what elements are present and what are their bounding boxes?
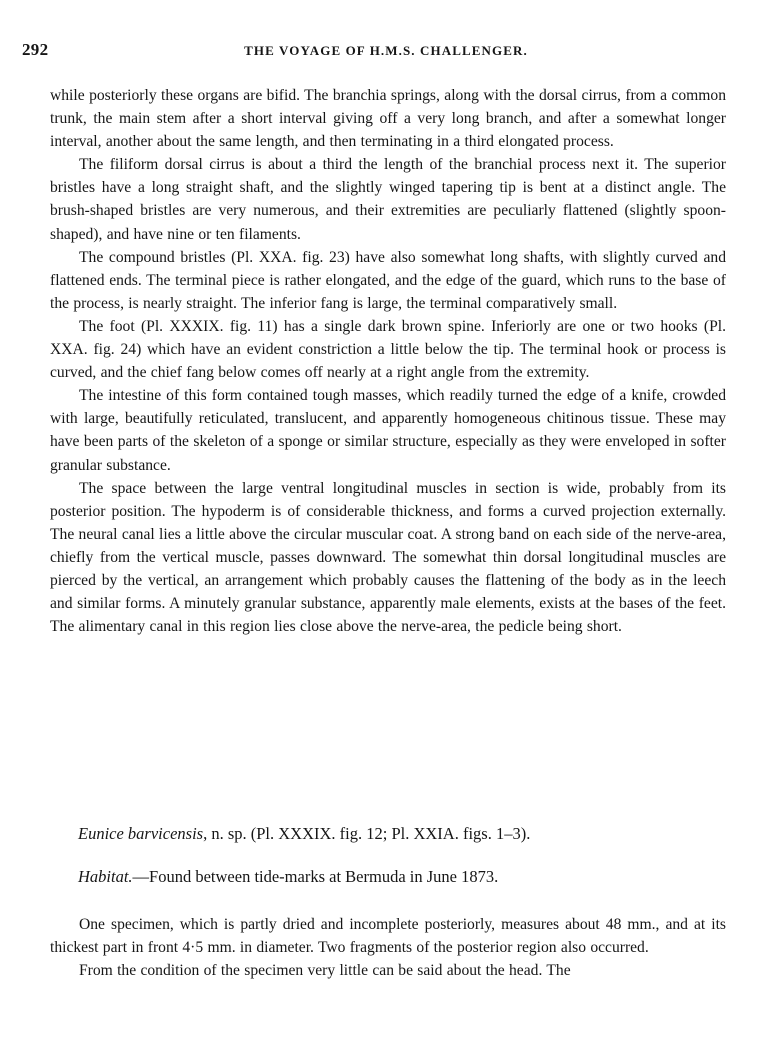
paragraph-specimen: One specimen, which is partly dried and incomplete posteriorly, measures about 48 mm., and at its thickest part in front 4·5 mm. in diameter. Two fragments of the posterior region also occurred. — [50, 916, 726, 957]
page-number: 292 — [22, 40, 49, 59]
habitat-line — [78, 867, 498, 887]
paragraph-compound-bristles: The compound bristles (Pl. XXA. fig. 23) have also somewhat long shafts, with slightly curved and flattened ends. The terminal piece is rather elongated, and the edge of the guard, which runs to the base of the process, is nearly straight. The inferior fang is large, the terminal comparatively small. — [50, 248, 726, 312]
page-header — [22, 40, 750, 64]
species-reference: , n. sp. (Pl. XXXIX. fig. 12; Pl. XXIA. figs. 1–3). — [203, 824, 531, 843]
paragraph-branchia: while posteriorly these organs are bifid. The branchia springs, along with the dorsal cirrus, from a common trunk, the main stem after a short interval giving off a very long branch, and after a somewhat longer interval, another about the same length, and then terminating in a third elongated process. — [50, 87, 726, 151]
running-head: THE VOYAGE OF H.M.S. CHALLENGER. — [244, 43, 528, 58]
habitat-label: Habitat. — [78, 867, 133, 886]
paragraph-head: From the condition of the specimen very little can be said about the head. The — [79, 962, 571, 980]
species-name: Eunice barvicensis — [78, 824, 204, 843]
species-heading — [78, 824, 530, 844]
habitat-text: —Found between tide-marks at Bermuda in June 1873. — [132, 867, 499, 886]
body-text-continued — [50, 913, 726, 982]
paragraph-dorsal-cirrus: The filiform dorsal cirrus is about a third the length of the branchial process next it. The superior bristles have a long straight shaft, and the slightly winged tapering tip is bent at a distinct angle. The brush-shaped bristles are very numerous, and their extremities are peculiarly flattened (slightly spoon-shaped), and have nine or ten filaments. — [50, 156, 726, 243]
body-text — [50, 84, 726, 638]
paragraph-intestine: The intestine of this form contained tough masses, which readily turned the edge of a knife, crowded with large, beautifully reticulated, translucent, and apparently homogeneous chitinous tissue. These may have been parts of the skeleton of a sponge or similar structure, especially as they were enveloped in softer granular substance. — [50, 387, 726, 474]
paragraph-section-anatomy: The space between the large ventral longitudinal muscles in section is wide, probably from its posterior position. The hypoderm is of considerable thickness, and forms a curved projection externally. The neural canal lies a little above the circular muscular coat. A strong band on each side of the nerve-area, chiefly from the vertical muscle, passes downward. The somewhat thin dorsal longitudinal muscles are pierced by the vertical, an arrangement which probably causes the flattening of the body as in the leech and similar forms. A minutely granular substance, apparently male elements, exists at the bases of the feet. The alimentary canal in this region lies close above the nerve-area, the pedicle being short. — [50, 479, 726, 636]
paragraph-foot: The foot (Pl. XXXIX. fig. 11) has a single dark brown spine. Inferiorly are one or two hooks (Pl. XXA. fig. 24) which have an evident constriction a little below the tip. The terminal hook or process is curved, and the chief fang below comes off nearly at a right angle from the extremity. — [50, 317, 726, 382]
